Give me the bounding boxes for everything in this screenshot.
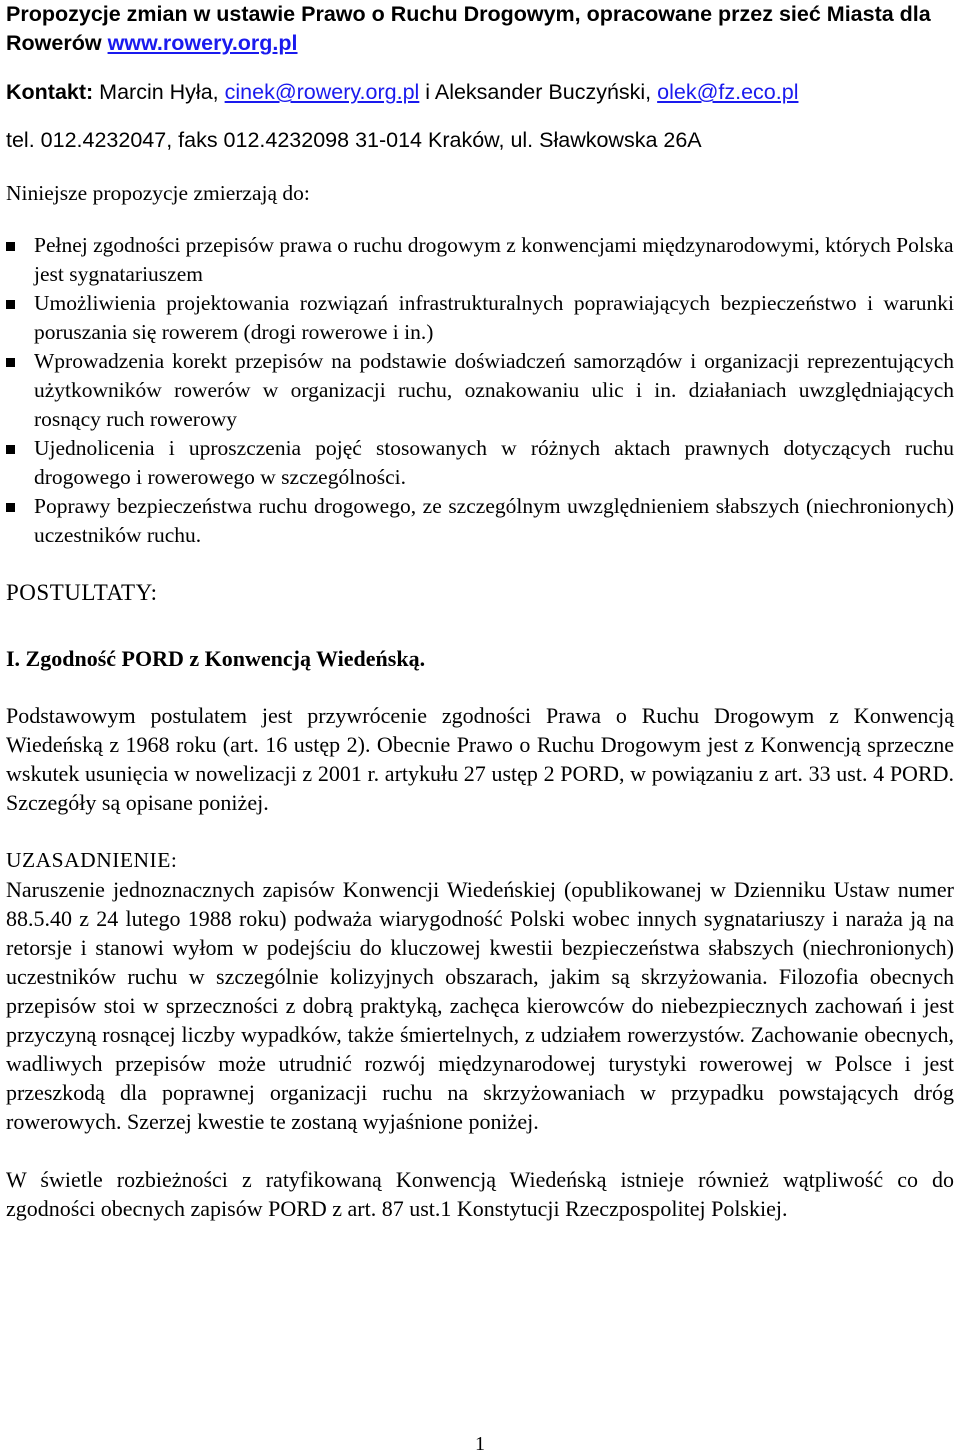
section-title: I. Zgodność PORD z Konwencją Wiedeńską.	[6, 646, 426, 671]
intro-text: Niniejsze propozycje zmierzają do:	[6, 181, 310, 205]
email-link-2[interactable]: olek@fz.eco.pl	[657, 80, 799, 104]
page-number: 1	[475, 1433, 485, 1455]
section-paragraph: Podstawowym postulatem jest przywrócenie zgodności Prawa o Ruchu Drogowym z Konwencją Wiedeńską z 1968 roku (art. 16 ustęp 2). Obecnie Prawo o Ruchu Drogowym jest z Konwencją sprzeczne wskutek usunięcia w nowelizacji z 2001 r. artykułu 27 ustęp 2 PORD, w powiązaniu z art. 33 ust. 4 PORD. Szczegóły są opisane poniżej.	[6, 703, 954, 815]
list-item-text: Ujednolicenia i uproszczenia pojęć stosowanych w różnych aktach prawnych dotyczących ruchu drogowego i rowerowego w szczególności.	[34, 436, 954, 489]
square-bullet-icon	[6, 503, 15, 512]
list-item	[6, 289, 954, 347]
document-page	[6, 0, 954, 1223]
list-item-text: Poprawy bezpieczeństwa ruchu drogowego, ze szczególnym uwzględnieniem słabszych (niechronionych) uczestników ruchu.	[34, 494, 954, 547]
list-item	[6, 492, 954, 550]
list-item-text: Umożliwienia projektowania rozwiązań infrastrukturalnych poprawiających bezpieczeństwo i warunki poruszania się rowerem (drogi rowerowe i in.)	[34, 291, 954, 344]
title-text: Propozycje zmian w ustawie Prawo o Ruchu Drogowym, opracowane przez sieć Miasta dla Rowerów	[6, 2, 931, 55]
contact-label: Kontakt:	[6, 80, 94, 104]
square-bullet-icon	[6, 445, 15, 454]
phone-address-line: tel. 012.4232047, faks 012.4232098 31-014 Kraków, ul. Sławkowska 26A	[6, 128, 702, 152]
contact-person-1: Marcin Hyła,	[99, 80, 219, 104]
square-bullet-icon	[6, 358, 15, 367]
square-bullet-icon	[6, 242, 15, 251]
uzasadnienie-paragraph: Naruszenie jednoznacznych zapisów Konwencji Wiedeńskiej (opublikowanej w Dzienniku Ustaw numer 88.5.40 z 24 lutego 1988 roku) podważa wiarygodność Polski wobec innych sygnatariuszy i naraża ją na retorsje i stanowi wyłom w podejściu do kluczowej kwestii bezpieczeństwa słabszych (niechronionych) uczestników ruchu w szczególnie kolizyjnych obszarach, jakim są skrzyżowania. Filozofia obecnych przepisów stoi w sprzeczności z dobrą praktyką, zachęca kierowców do niebezpiecznych zachowań i jest przyczyną rosnącej liczby wypadków, także śmiertelnych, z udziałem rowerzystów. Zachowanie obecnych, wadliwych przepisów może utrudnić rozwój międzynarodowej turystyki rowerowej w Polsce i jest przeszkodą dla poprawnej organizacji ruchu na skrzyżowaniach w przypadku powstających dróg rowerowych. Szerzej kwestie te zostaną wyjaśnione poniżej.	[6, 877, 954, 1134]
postulaty-heading: POSTULTATY:	[6, 580, 158, 605]
email-link-1[interactable]: cinek@rowery.org.pl	[224, 80, 420, 104]
document-title	[6, 0, 954, 58]
closing-paragraph: W świetle rozbieżności z ratyfikowaną Konwencją Wiedeńską istnieje również wątpliwość co do zgodności obecnych zapisów PORD z art. 87 ust.1 Konstytucji Rzeczpospolitej Polskiej.	[6, 1167, 954, 1221]
goals-list	[6, 231, 954, 550]
list-item-text: Pełnej zgodności przepisów prawa o ruchu drogowym z konwencjami międzynarodowymi, których Polska jest sygnatariuszem	[34, 233, 954, 286]
contact-connector: i Aleksander Buczyński,	[425, 80, 652, 104]
contact-line	[6, 78, 954, 107]
list-item	[6, 231, 954, 289]
list-item	[6, 347, 954, 434]
uzasadnienie-heading: UZASADNIENIE:	[6, 848, 178, 872]
list-item-text: Wprowadzenia korekt przepisów na podstawie doświadczeń samorządów i organizacji reprezentujących użytkowników rowerów w organizacji ruchu, oznakowaniu ulic i in. działaniach uwzględniających rosnący ruch rowerowy	[34, 349, 954, 431]
square-bullet-icon	[6, 300, 15, 309]
list-item	[6, 434, 954, 492]
site-link[interactable]: www.rowery.org.pl	[107, 31, 298, 55]
